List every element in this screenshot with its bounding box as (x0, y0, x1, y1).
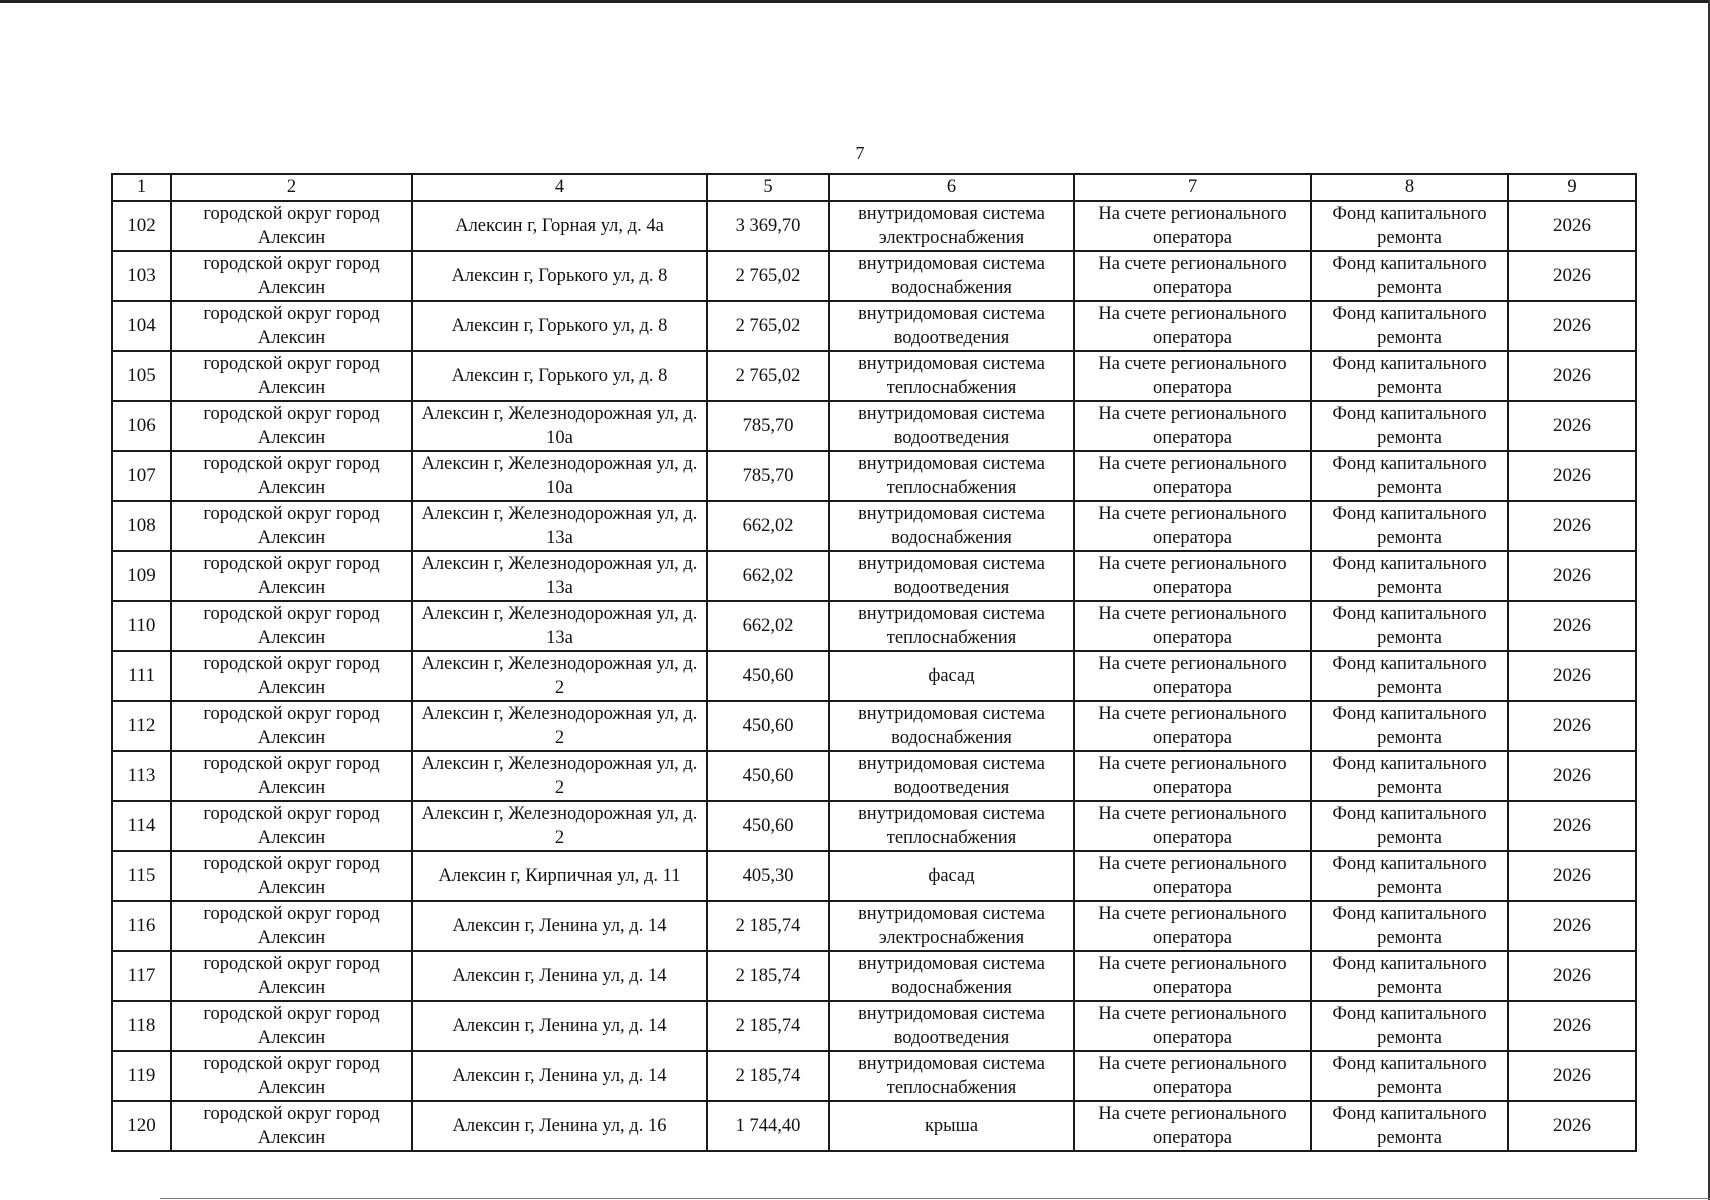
col-funding-source-cell: Фонд капитального ремонта (1311, 1001, 1508, 1051)
col-work-type-cell: внутридомовая система теплоснабжения (829, 601, 1074, 651)
table-body (112, 201, 1636, 1151)
column-header-1: 1 (112, 174, 171, 201)
column-header-5: 6 (829, 174, 1074, 201)
col-fund-account-cell: На счете регионального оператора (1074, 1101, 1311, 1151)
table-row (112, 1101, 1636, 1151)
col-municipality-cell: городской округ город Алексин (171, 651, 412, 701)
col-address-cell: Алексин г, Железнодорожная ул, д. 2 (412, 801, 707, 851)
col-municipality-cell: городской округ город Алексин (171, 851, 412, 901)
col-area-cell: 662,02 (707, 601, 829, 651)
table-row (112, 901, 1636, 951)
col-municipality-cell: городской округ город Алексин (171, 201, 412, 251)
col-year-cell: 2026 (1508, 401, 1636, 451)
col-area-cell: 785,70 (707, 451, 829, 501)
col-municipality-cell: городской округ город Алексин (171, 501, 412, 551)
col-funding-source-cell: Фонд капитального ремонта (1311, 201, 1508, 251)
col-no-cell: 112 (112, 701, 171, 751)
col-area-cell: 785,70 (707, 401, 829, 451)
col-area-cell: 450,60 (707, 701, 829, 751)
col-address-cell: Алексин г, Горная ул, д. 4а (412, 201, 707, 251)
col-funding-source-cell: Фонд капитального ремонта (1311, 801, 1508, 851)
col-no-cell: 119 (112, 1051, 171, 1101)
col-year-cell: 2026 (1508, 1101, 1636, 1151)
col-fund-account-cell: На счете регионального оператора (1074, 1001, 1311, 1051)
col-no-cell: 115 (112, 851, 171, 901)
col-no-cell: 108 (112, 501, 171, 551)
col-no-cell: 104 (112, 301, 171, 351)
table-row (112, 851, 1636, 901)
col-work-type-cell: внутридомовая система теплоснабжения (829, 351, 1074, 401)
col-year-cell: 2026 (1508, 651, 1636, 701)
col-year-cell: 2026 (1508, 451, 1636, 501)
col-fund-account-cell: На счете регионального оператора (1074, 251, 1311, 301)
col-funding-source-cell: Фонд капитального ремонта (1311, 451, 1508, 501)
col-year-cell: 2026 (1508, 551, 1636, 601)
col-municipality-cell: городской округ город Алексин (171, 401, 412, 451)
col-fund-account-cell: На счете регионального оператора (1074, 601, 1311, 651)
col-address-cell: Алексин г, Железнодорожная ул, д. 13а (412, 601, 707, 651)
table-row (112, 1001, 1636, 1051)
col-address-cell: Алексин г, Ленина ул, д. 16 (412, 1101, 707, 1151)
col-area-cell: 450,60 (707, 651, 829, 701)
col-no-cell: 110 (112, 601, 171, 651)
col-funding-source-cell: Фонд капитального ремонта (1311, 301, 1508, 351)
col-year-cell: 2026 (1508, 351, 1636, 401)
capital-repair-table (111, 173, 1637, 1152)
col-funding-source-cell: Фонд капитального ремонта (1311, 501, 1508, 551)
col-work-type-cell: фасад (829, 851, 1074, 901)
col-fund-account-cell: На счете регионального оператора (1074, 451, 1311, 501)
col-municipality-cell: городской округ город Алексин (171, 551, 412, 601)
col-work-type-cell: внутридомовая система водоотведения (829, 301, 1074, 351)
col-fund-account-cell: На счете регионального оператора (1074, 701, 1311, 751)
col-address-cell: Алексин г, Горького ул, д. 8 (412, 301, 707, 351)
col-no-cell: 118 (112, 1001, 171, 1051)
col-address-cell: Алексин г, Железнодорожная ул, д. 13а (412, 501, 707, 551)
col-fund-account-cell: На счете регионального оператора (1074, 401, 1311, 451)
col-fund-account-cell: На счете регионального оператора (1074, 901, 1311, 951)
col-area-cell: 2 185,74 (707, 951, 829, 1001)
col-funding-source-cell: Фонд капитального ремонта (1311, 1101, 1508, 1151)
col-year-cell: 2026 (1508, 251, 1636, 301)
col-municipality-cell: городской округ город Алексин (171, 1001, 412, 1051)
col-work-type-cell: внутридомовая система теплоснабжения (829, 1051, 1074, 1101)
col-area-cell: 450,60 (707, 751, 829, 801)
col-work-type-cell: внутридомовая система водоснабжения (829, 701, 1074, 751)
col-no-cell: 116 (112, 901, 171, 951)
column-header-3: 4 (412, 174, 707, 201)
col-no-cell: 117 (112, 951, 171, 1001)
col-area-cell: 405,30 (707, 851, 829, 901)
col-no-cell: 102 (112, 201, 171, 251)
col-year-cell: 2026 (1508, 801, 1636, 851)
col-municipality-cell: городской округ город Алексин (171, 801, 412, 851)
col-funding-source-cell: Фонд капитального ремонта (1311, 751, 1508, 801)
col-work-type-cell: крыша (829, 1101, 1074, 1151)
col-no-cell: 111 (112, 651, 171, 701)
col-work-type-cell: внутридомовая система водоснабжения (829, 251, 1074, 301)
col-area-cell: 1 744,40 (707, 1101, 829, 1151)
col-funding-source-cell: Фонд капитального ремонта (1311, 951, 1508, 1001)
col-funding-source-cell: Фонд капитального ремонта (1311, 701, 1508, 751)
col-work-type-cell: внутридомовая система водоотведения (829, 751, 1074, 801)
header-row (112, 174, 1636, 201)
column-header-4: 5 (707, 174, 829, 201)
col-fund-account-cell: На счете регионального оператора (1074, 351, 1311, 401)
table-row (112, 351, 1636, 401)
col-fund-account-cell: На счете регионального оператора (1074, 501, 1311, 551)
col-municipality-cell: городской округ город Алексин (171, 1101, 412, 1151)
col-area-cell: 2 765,02 (707, 351, 829, 401)
table-row (112, 1051, 1636, 1101)
col-area-cell: 2 185,74 (707, 1051, 829, 1101)
col-address-cell: Алексин г, Ленина ул, д. 14 (412, 1001, 707, 1051)
col-address-cell: Алексин г, Горького ул, д. 8 (412, 351, 707, 401)
col-fund-account-cell: На счете регионального оператора (1074, 551, 1311, 601)
col-address-cell: Алексин г, Ленина ул, д. 14 (412, 901, 707, 951)
table-row (112, 251, 1636, 301)
col-year-cell: 2026 (1508, 751, 1636, 801)
col-address-cell: Алексин г, Железнодорожная ул, д. 10а (412, 451, 707, 501)
col-fund-account-cell: На счете регионального оператора (1074, 951, 1311, 1001)
col-no-cell: 114 (112, 801, 171, 851)
table-row (112, 601, 1636, 651)
col-area-cell: 2 185,74 (707, 901, 829, 951)
col-municipality-cell: городской округ город Алексин (171, 601, 412, 651)
table-row (112, 951, 1636, 1001)
col-work-type-cell: внутридомовая система электроснабжения (829, 901, 1074, 951)
col-area-cell: 2 185,74 (707, 1001, 829, 1051)
table-row (112, 301, 1636, 351)
col-address-cell: Алексин г, Железнодорожная ул, д. 10а (412, 401, 707, 451)
col-year-cell: 2026 (1508, 901, 1636, 951)
col-work-type-cell: внутридомовая система электроснабжения (829, 201, 1074, 251)
col-year-cell: 2026 (1508, 951, 1636, 1001)
table-row (112, 801, 1636, 851)
col-address-cell: Алексин г, Железнодорожная ул, д. 2 (412, 751, 707, 801)
col-address-cell: Алексин г, Кирпичная ул, д. 11 (412, 851, 707, 901)
col-no-cell: 105 (112, 351, 171, 401)
col-municipality-cell: городской округ город Алексин (171, 701, 412, 751)
col-year-cell: 2026 (1508, 501, 1636, 551)
table-row (112, 401, 1636, 451)
table-row (112, 201, 1636, 251)
col-year-cell: 2026 (1508, 201, 1636, 251)
col-work-type-cell: внутридомовая система водоотведения (829, 551, 1074, 601)
col-work-type-cell: внутридомовая система водоснабжения (829, 951, 1074, 1001)
column-header-6: 7 (1074, 174, 1311, 201)
col-year-cell: 2026 (1508, 1001, 1636, 1051)
col-funding-source-cell: Фонд капитального ремонта (1311, 1051, 1508, 1101)
bottom-scan-line (160, 1198, 1710, 1199)
col-year-cell: 2026 (1508, 301, 1636, 351)
col-no-cell: 113 (112, 751, 171, 801)
col-year-cell: 2026 (1508, 1051, 1636, 1101)
col-municipality-cell: городской округ город Алексин (171, 251, 412, 301)
col-fund-account-cell: На счете регионального оператора (1074, 751, 1311, 801)
column-header-7: 8 (1311, 174, 1508, 201)
col-address-cell: Алексин г, Горького ул, д. 8 (412, 251, 707, 301)
col-area-cell: 3 369,70 (707, 201, 829, 251)
col-address-cell: Алексин г, Ленина ул, д. 14 (412, 1051, 707, 1101)
col-work-type-cell: внутридомовая система теплоснабжения (829, 801, 1074, 851)
col-fund-account-cell: На счете регионального оператора (1074, 201, 1311, 251)
col-area-cell: 450,60 (707, 801, 829, 851)
col-municipality-cell: городской округ город Алексин (171, 351, 412, 401)
page-number: 7 (855, 143, 865, 163)
col-funding-source-cell: Фонд капитального ремонта (1311, 601, 1508, 651)
table-row (112, 451, 1636, 501)
col-work-type-cell: внутридомовая система водоснабжения (829, 501, 1074, 551)
col-year-cell: 2026 (1508, 701, 1636, 751)
col-work-type-cell: внутридомовая система водоотведения (829, 1001, 1074, 1051)
col-no-cell: 120 (112, 1101, 171, 1151)
col-funding-source-cell: Фонд капитального ремонта (1311, 901, 1508, 951)
col-work-type-cell: фасад (829, 651, 1074, 701)
col-work-type-cell: внутридомовая система водоотведения (829, 401, 1074, 451)
col-no-cell: 109 (112, 551, 171, 601)
col-address-cell: Алексин г, Железнодорожная ул, д. 13а (412, 551, 707, 601)
col-area-cell: 2 765,02 (707, 301, 829, 351)
col-no-cell: 103 (112, 251, 171, 301)
col-funding-source-cell: Фонд капитального ремонта (1311, 351, 1508, 401)
col-year-cell: 2026 (1508, 601, 1636, 651)
col-municipality-cell: городской округ город Алексин (171, 451, 412, 501)
col-municipality-cell: городской округ город Алексин (171, 1051, 412, 1101)
col-address-cell: Алексин г, Ленина ул, д. 14 (412, 951, 707, 1001)
col-municipality-cell: городской округ город Алексин (171, 951, 412, 1001)
col-area-cell: 2 765,02 (707, 251, 829, 301)
col-address-cell: Алексин г, Железнодорожная ул, д. 2 (412, 701, 707, 751)
col-fund-account-cell: На счете регионального оператора (1074, 1051, 1311, 1101)
top-scan-border (0, 0, 1710, 3)
col-address-cell: Алексин г, Железнодорожная ул, д. 2 (412, 651, 707, 701)
col-year-cell: 2026 (1508, 851, 1636, 901)
column-header-2: 2 (171, 174, 412, 201)
col-no-cell: 107 (112, 451, 171, 501)
table-row (112, 701, 1636, 751)
table-row (112, 751, 1636, 801)
col-area-cell: 662,02 (707, 551, 829, 601)
table-row (112, 551, 1636, 601)
col-municipality-cell: городской округ город Алексин (171, 751, 412, 801)
col-no-cell: 106 (112, 401, 171, 451)
col-fund-account-cell: На счете регионального оператора (1074, 851, 1311, 901)
col-fund-account-cell: На счете регионального оператора (1074, 651, 1311, 701)
col-area-cell: 662,02 (707, 501, 829, 551)
col-fund-account-cell: На счете регионального оператора (1074, 301, 1311, 351)
col-funding-source-cell: Фонд капитального ремонта (1311, 401, 1508, 451)
column-header-8: 9 (1508, 174, 1636, 201)
col-municipality-cell: городской округ город Алексин (171, 301, 412, 351)
col-funding-source-cell: Фонд капитального ремонта (1311, 651, 1508, 701)
col-fund-account-cell: На счете регионального оператора (1074, 801, 1311, 851)
col-funding-source-cell: Фонд капитального ремонта (1311, 251, 1508, 301)
col-work-type-cell: внутридомовая система теплоснабжения (829, 451, 1074, 501)
col-funding-source-cell: Фонд капитального ремонта (1311, 551, 1508, 601)
table-row (112, 651, 1636, 701)
col-municipality-cell: городской округ город Алексин (171, 901, 412, 951)
table-row (112, 501, 1636, 551)
col-funding-source-cell: Фонд капитального ремонта (1311, 851, 1508, 901)
